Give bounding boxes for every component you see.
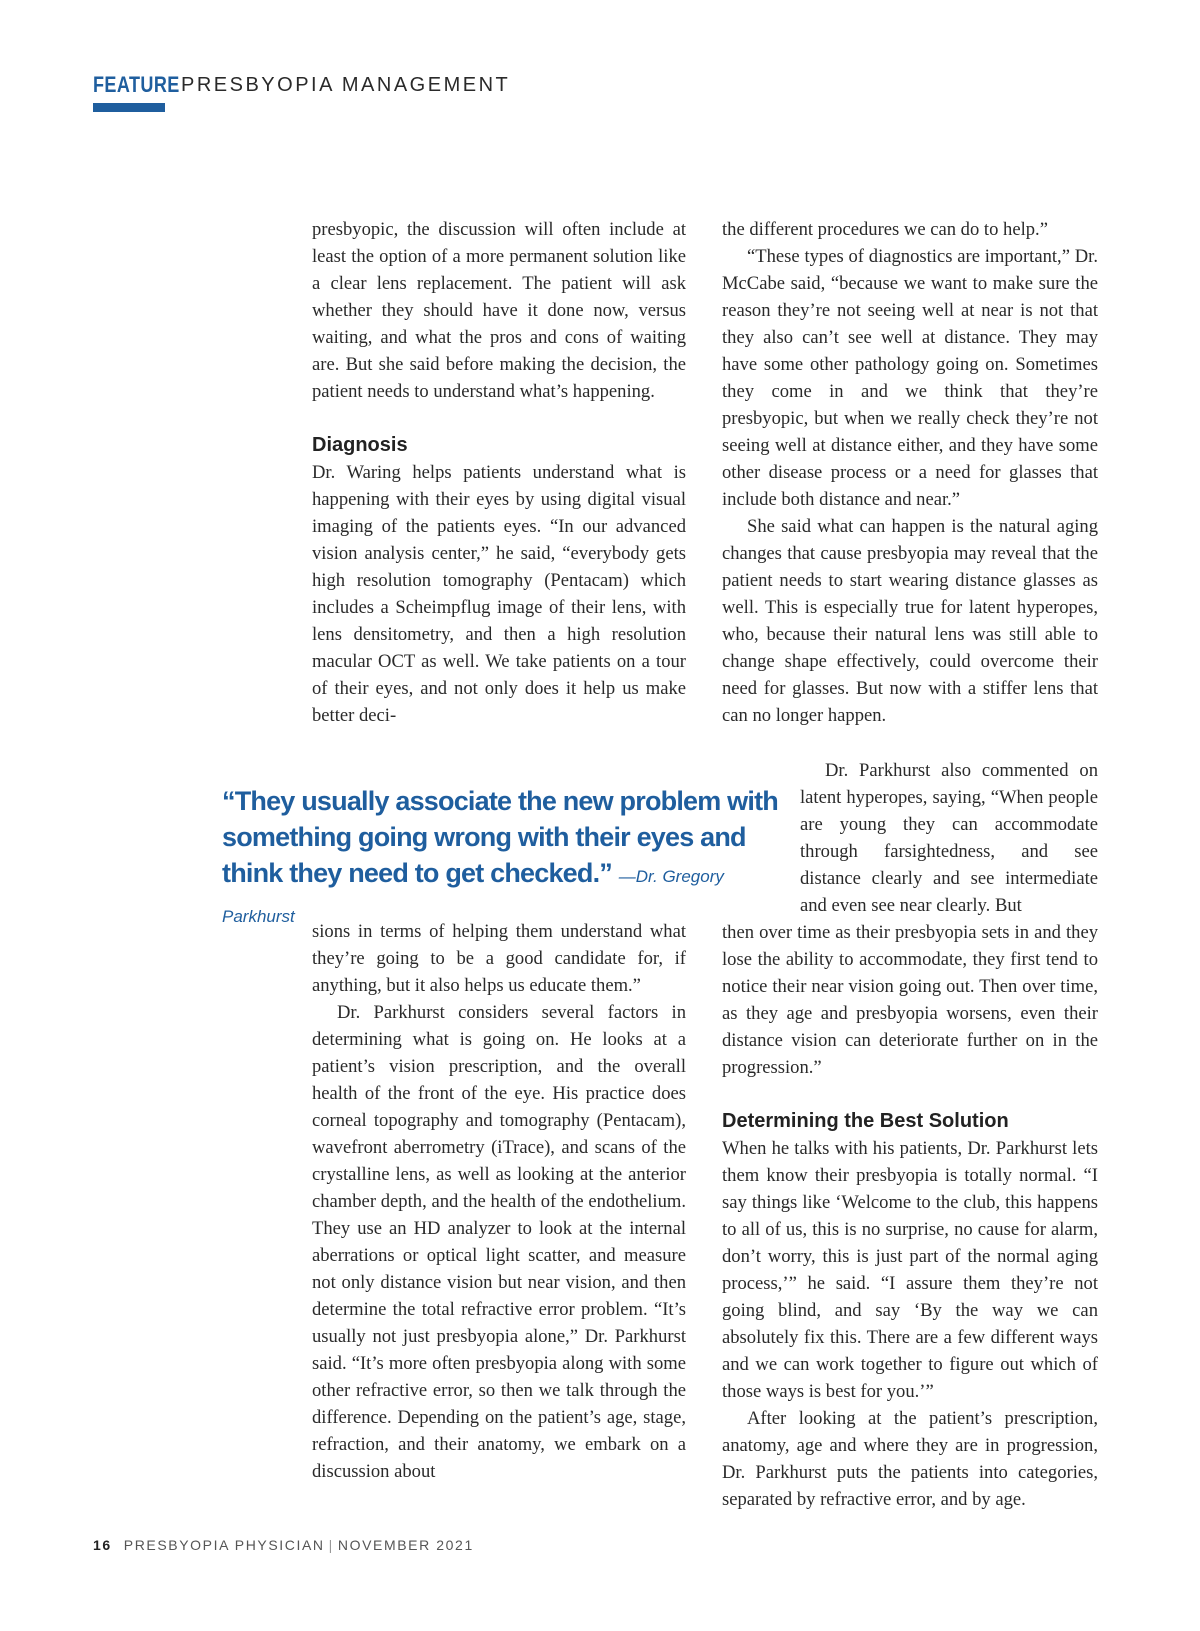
paragraph: presbyopic, the discussion will often include at least the option of a more permanent solution like a clear lens replacement. The patient will ask whether they should have it done now, versus waiting, and what the pros and cons of waiting are. But she said before making the decision, the patient needs to understand what’s happening. <box>312 219 686 402</box>
pull-quote-text: “They usually associate the new problem with something going wrong with their eyes and think they need to get checked.” <box>222 786 778 888</box>
section-title: PRESBYOPIA MANAGEMENT <box>181 74 511 96</box>
paragraph: She said what can happen is the natural aging changes that cause presbyopia may reveal that the patient needs to start wearing distance glasses as well. This is especially true for latent hyperopes, who, because their natural lens was still able to change shape effectively, could overcome their need for glasses. But now with a stiffer lens that can no longer happen. <box>722 516 1098 726</box>
paragraph: sions in terms of helping them understand what they’re going to be a good candidate for, if anything, but it also helps us educate them.” <box>312 921 686 996</box>
feature-kicker: FEATURE <box>93 72 180 97</box>
column-1-top <box>312 216 686 729</box>
paragraph: When he talks with his patients, Dr. Parkhurst lets them know their presbyopia is totally normal. “I say things like ‘Welcome to the club, this happens to all of us, this is no surprise, no cause for alarm, don’t worry, this is just part of the normal aging process,’” he said. “I assure them they’re not going blind, and say ‘By the way we can absolutely fix this. There are a few different ways and we can work together to figure out which of those ways is best for you.’” <box>722 1138 1098 1402</box>
pull-quote <box>222 783 782 935</box>
footer-separator: | <box>328 1537 334 1553</box>
paragraph: Dr. Parkhurst also commented on latent hyperopes, saying, “When people are young they can accommodate through farsightedness, and see distance clearly and see intermediate and even see near clearly. But <box>800 760 1098 916</box>
best-solution-heading: Determining the Best Solution <box>722 1110 1009 1132</box>
column-2-top <box>722 216 1098 729</box>
paragraph: Dr. Waring helps patients understand what is happening with their eyes by using digital visual imaging of the patients eyes. “In our advanced vision analysis center,” he said, “everybody gets high resolution tomography (Pentacam) which includes a Scheimpflug image of their lens, with lens densitometry, and then a high resolution macular OCT as well. We take patients on a tour of their eyes, and not only does it help us make better deci- <box>312 462 686 726</box>
issue-date: NOVEMBER 2021 <box>337 1537 474 1553</box>
page-number: 16 <box>93 1537 112 1553</box>
page-header <box>93 72 511 104</box>
pull-quote-attribution: —Dr. Gregory Parkhurst <box>222 867 724 926</box>
page-footer <box>93 1537 474 1553</box>
publication-name: PRESBYOPIA PHYSICIAN <box>123 1537 325 1553</box>
diagnosis-heading: Diagnosis <box>312 434 408 456</box>
paragraph: the different procedures we can do to help.” <box>722 219 1048 240</box>
paragraph: then over time as their presbyopia sets in and they lose the ability to accommodate, they first tend to notice their near vision going out. Then over time, as they age and presbyopia worsens, even their distance vision can deteriorate further on in the progression.” <box>722 922 1098 1078</box>
column-2-wrapped-text <box>800 757 1098 919</box>
header-accent-bar <box>93 103 165 112</box>
paragraph: After looking at the patient’s prescription, anatomy, age and where they are in progression, Dr. Parkhurst puts the patients into categories, separated by refractive error, and by age. <box>722 1408 1098 1510</box>
paragraph: “These types of diagnostics are important,” Dr. McCabe said, “because we want to make sure the reason they’re not seeing well at near is not that they also can’t see well at distance. They may have some other pathology going on. Sometimes they come in and we think that they’re presbyopic, but when we really check they’re not seeing well at distance either, and they have some other disease process or a need for glasses that include both distance and near.” <box>722 246 1098 510</box>
column-1-bottom <box>312 918 686 1485</box>
column-2-bottom <box>722 919 1098 1513</box>
paragraph: Dr. Parkhurst considers several factors in determining what is going on. He looks at a patient’s vision prescription, and the overall health of the front of the eye. His practice does corneal topography and tomography (Pentacam), wavefront aberrometry (iTrace), and scans of the crystalline lens, as well as looking at the anterior chamber depth, and the health of the endothelium. They use an HD analyzer to look at the internal aberrations or optical light scatter, and measure not only distance vision but near vision, and then determine the total refractive error problem. “It’s usually not just presbyopia alone,” Dr. Parkhurst said. “It’s more often presbyopia along with some other refractive error, so then we talk through the difference. Depending on the patient’s age, stage, refraction, and their anatomy, we embark on a discussion about <box>312 1002 686 1482</box>
